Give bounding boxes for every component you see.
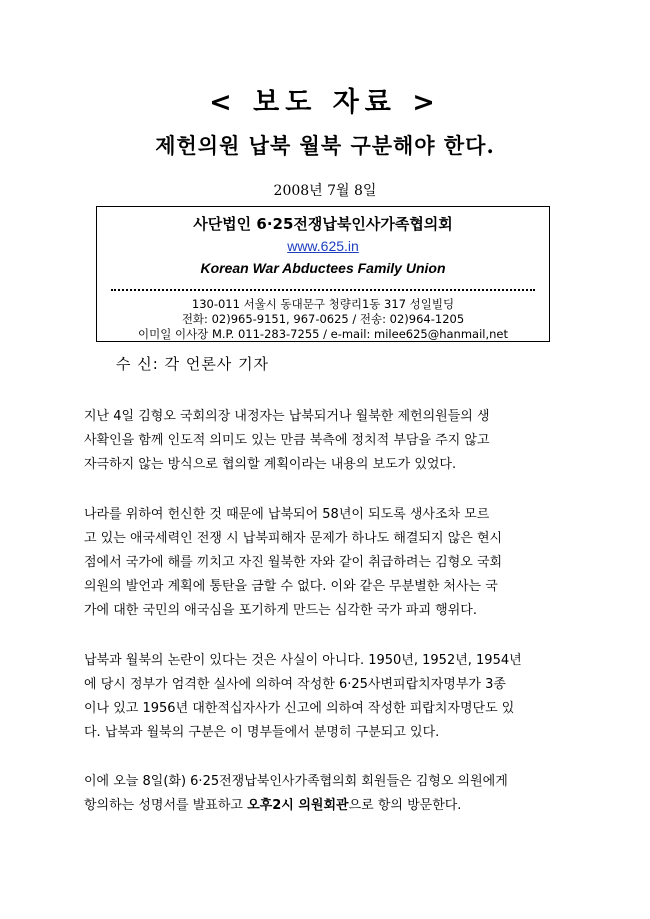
organization-contact: 이미일 이사장 M.P. 011-283-7255 / e-mail: milee625@hanmail,net <box>137 327 509 341</box>
visit-time-place: 오후2시 의원회관 <box>247 798 349 813</box>
paragraph-line: 다. 납북과 월북의 구분은 이 명부들에서 분명히 구분되고 있다. <box>84 725 440 740</box>
release-date: 2008년 7월 8일 <box>273 183 377 199</box>
headline: 제헌의원 납북 월북 구분해야 한다. <box>155 133 495 158</box>
paragraph-line: 사확인을 함께 인도적 의미도 있는 만큼 북측에 정치적 부담을 주지 않고 <box>84 433 490 448</box>
paragraph-line: 에 당시 정부가 엄격한 실사에 의하여 작성한 6·25사변피랍치자명부가 3종 <box>84 677 506 692</box>
organization-phone-fax: 전화: 02)965-9151, 967-0625 / 전송: 02)964-1205 <box>181 312 465 326</box>
paragraph-line: 고 있는 애국세력인 전쟁 시 납북피해자 문제가 하나도 해결되지 않은 현시 <box>84 531 503 546</box>
paragraph-line: 이에 오늘 8일(화) 6·25전쟁납북인사가족협의회 회원들은 김형오 의원에게 <box>84 774 508 789</box>
paragraph-line: 납북과 월북의 논란이 있다는 것은 사실이 아니다. 1950년, 1952년, 1954년 <box>84 653 522 668</box>
paragraph-2 <box>84 503 550 623</box>
paragraph-text: 항의하는 성명서를 발표하고 <box>84 798 248 813</box>
paragraph-line: 자극하지 않는 방식으로 협의할 계획이라는 내용의 보도가 있었다. <box>84 457 457 472</box>
paragraph-text: 으로 항의 방문한다. <box>348 798 462 813</box>
paragraph-1 <box>84 405 550 477</box>
organization-name: 사단법인 6·25전쟁납북인사가족협의회 <box>193 215 453 233</box>
paragraph-line: 점에서 국가에 해를 끼치고 자진 월북한 자와 같이 취급하려는 김형오 국회 <box>84 555 503 570</box>
paragraph-line: 나라를 위하여 헌신한 것 때문에 납북되어 58년이 되도록 생사조차 모르 <box>84 507 490 522</box>
paragraph-line: 가에 대한 국민의 애국심을 포기하게 만드는 심각한 국가 파괴 행위다. <box>84 603 477 618</box>
organization-address: 130-011 서울시 동대문구 청량리1동 317 성일빌딩 <box>191 297 455 311</box>
organization-box <box>96 206 550 342</box>
paragraph-line <box>84 794 550 818</box>
recipient-line: 수 신: 각 언론사 기자 <box>116 355 270 373</box>
paragraph-line: 지난 4일 김형오 국회의장 내정자는 납북되거나 월북한 제헌의원들의 생 <box>84 409 490 424</box>
paragraph-line: 의원의 발언과 계획에 통탄을 금할 수 없다. 이와 같은 무분별한 처사는 국 <box>84 579 498 594</box>
organization-english-name: Korean War Abductees Family Union <box>200 260 446 276</box>
organization-website-link[interactable]: www.625.in <box>287 238 359 254</box>
press-release-title: < 보도 자료 > <box>209 87 441 118</box>
dotted-divider <box>111 289 535 291</box>
paragraph-line: 이나 있고 1956년 대한적십자사가 신고에 의하여 작성한 피랍치자명단도 있 <box>84 701 515 716</box>
paragraph-3 <box>84 649 550 745</box>
paragraph-4 <box>84 770 550 818</box>
